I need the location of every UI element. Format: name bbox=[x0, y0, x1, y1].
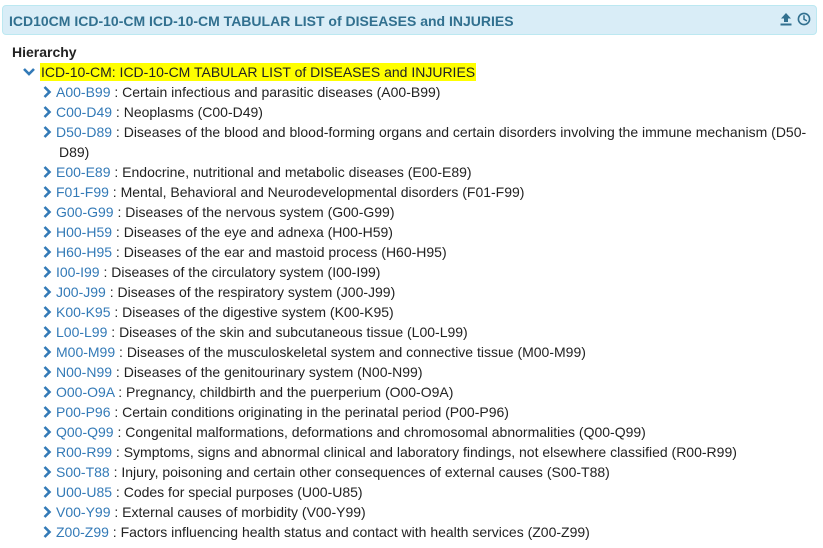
chevron-right-icon[interactable] bbox=[42, 106, 52, 118]
code-link[interactable]: U00-U85 bbox=[56, 484, 113, 500]
separator: : bbox=[107, 324, 120, 340]
chevron-right-icon[interactable] bbox=[42, 326, 52, 338]
code-description: Pregnancy, childbirth and the puerperium (O00-O9A) bbox=[126, 384, 454, 400]
code-link[interactable]: Z00-Z99 bbox=[56, 524, 109, 540]
code-link[interactable]: S00-T88 bbox=[56, 464, 110, 480]
code-link[interactable]: H60-H95 bbox=[56, 244, 113, 260]
code-link[interactable]: A00-B99 bbox=[56, 84, 111, 100]
upload-icon[interactable] bbox=[779, 12, 793, 26]
chevron-right-icon[interactable] bbox=[42, 246, 52, 258]
code-link[interactable]: F01-F99 bbox=[56, 184, 109, 200]
chevron-right-icon[interactable] bbox=[42, 506, 52, 518]
chevron-right-icon[interactable] bbox=[42, 306, 52, 318]
tree-node-h00-h59 bbox=[0, 222, 823, 242]
code-description: Symptoms, signs and abnormal clinical and laboratory findings, not elsewhere classified (R00-R99) bbox=[123, 444, 737, 460]
chevron-right-icon[interactable] bbox=[42, 486, 52, 498]
separator: : bbox=[99, 264, 112, 280]
code-description: Certain infectious and parasitic diseases (A00-B99) bbox=[122, 84, 441, 100]
code-description: Injury, poisoning and certain other consequences of external causes (S00-T88) bbox=[121, 464, 610, 480]
code-link[interactable]: V00-Y99 bbox=[56, 504, 111, 520]
separator: : bbox=[110, 164, 123, 180]
code-description: Endocrine, nutritional and metabolic diseases (E00-E89) bbox=[122, 164, 472, 180]
code-description: Congenital malformations, deformations and chromosomal abnormalities (Q00-Q99) bbox=[125, 424, 646, 440]
separator: : bbox=[115, 344, 127, 360]
code-link[interactable]: G00-G99 bbox=[56, 204, 114, 220]
tree-node-h60-h95 bbox=[0, 242, 823, 262]
code-description: Mental, Behavioral and Neurodevelopmental disorders (F01-F99) bbox=[120, 184, 525, 200]
code-link[interactable]: D50-D89 bbox=[56, 124, 113, 140]
separator: : bbox=[110, 404, 123, 420]
tree-node-p00-p96 bbox=[0, 402, 823, 422]
separator: : bbox=[112, 364, 124, 380]
next-section-heading-cutoff bbox=[30, 543, 70, 548]
tree-node-s00-t88 bbox=[0, 462, 823, 482]
tree-node-j00-j99 bbox=[0, 282, 823, 302]
code-description: Diseases of the circulatory system (I00-I99) bbox=[111, 264, 381, 280]
tree-node-n00-n99 bbox=[0, 362, 823, 382]
chevron-right-icon[interactable] bbox=[42, 386, 52, 398]
separator: : bbox=[110, 84, 123, 100]
code-description: Diseases of the nervous system (G00-G99) bbox=[125, 204, 395, 220]
code-description: Diseases of the respiratory system (J00-J99) bbox=[117, 284, 396, 300]
separator: : bbox=[112, 104, 124, 120]
tree-node-o00-o9a bbox=[0, 382, 823, 402]
code-link[interactable]: R00-R99 bbox=[56, 444, 113, 460]
separator: : bbox=[112, 444, 124, 460]
code-description: Diseases of the blood and blood-forming organs and certain disorders involving the immune mechanism (D50-D89) bbox=[59, 124, 807, 160]
tree-node-l00-l99 bbox=[0, 322, 823, 342]
code-link[interactable]: O00-O9A bbox=[56, 384, 115, 400]
code-description: Certain conditions originating in the perinatal period (P00-P96) bbox=[122, 404, 509, 420]
code-description: Diseases of the ear and mastoid process (H60-H95) bbox=[123, 244, 447, 260]
chevron-right-icon[interactable] bbox=[42, 266, 52, 278]
code-link[interactable]: J00-J99 bbox=[56, 284, 106, 300]
code-description: Codes for special purposes (U00-U85) bbox=[123, 484, 363, 500]
chevron-right-icon[interactable] bbox=[42, 466, 52, 478]
separator: : bbox=[112, 244, 124, 260]
code-description: Neoplasms (C00-D49) bbox=[123, 104, 263, 120]
separator: : bbox=[112, 224, 124, 240]
tree-node-c00-d49 bbox=[0, 102, 823, 122]
tree-node-g00-g99 bbox=[0, 202, 823, 222]
code-link[interactable]: I00-I99 bbox=[56, 264, 100, 280]
tree-node-f01-f99 bbox=[0, 182, 823, 202]
tree-node-a00-b99 bbox=[0, 82, 823, 102]
tree-node-r00-r99 bbox=[0, 442, 823, 462]
separator: : bbox=[112, 484, 124, 500]
tree-node-z00-z99 bbox=[0, 522, 823, 542]
separator: : bbox=[109, 464, 122, 480]
code-description: Diseases of the genitourinary system (N00-N99) bbox=[123, 364, 423, 380]
history-clock-icon[interactable] bbox=[797, 12, 811, 26]
code-description: Diseases of the digestive system (K00-K95) bbox=[122, 304, 394, 320]
header-actions bbox=[779, 12, 811, 26]
code-link[interactable]: N00-N99 bbox=[56, 364, 113, 380]
code-link[interactable]: E00-E89 bbox=[56, 164, 111, 180]
separator: : bbox=[110, 304, 123, 320]
tree-node-k00-k95 bbox=[0, 302, 823, 322]
code-link[interactable]: H00-H59 bbox=[56, 224, 113, 240]
separator: : bbox=[112, 124, 124, 140]
separator: : bbox=[108, 524, 121, 540]
tree-node-m00-m99 bbox=[0, 342, 823, 362]
hierarchy-tree bbox=[0, 62, 823, 542]
tree-node-e00-e89 bbox=[0, 162, 823, 182]
code-description: Diseases of the eye and adnexa (H00-H59) bbox=[123, 224, 393, 240]
panel-header bbox=[2, 5, 817, 35]
tree-node-v00-y99 bbox=[0, 502, 823, 522]
chevron-right-icon[interactable] bbox=[42, 126, 52, 138]
chevron-right-icon[interactable] bbox=[42, 206, 52, 218]
chevron-right-icon[interactable] bbox=[42, 366, 52, 378]
chevron-right-icon[interactable] bbox=[42, 86, 52, 98]
chevron-right-icon[interactable] bbox=[42, 346, 52, 358]
code-link[interactable]: L00-L99 bbox=[56, 324, 108, 340]
separator: : bbox=[114, 384, 127, 400]
code-link[interactable]: M00-M99 bbox=[56, 344, 116, 360]
tree-root bbox=[0, 62, 823, 82]
hierarchy-heading: Hierarchy bbox=[12, 44, 77, 60]
chevron-right-icon[interactable] bbox=[42, 286, 52, 298]
chevron-right-icon[interactable] bbox=[42, 226, 52, 238]
code-description: Diseases of the skin and subcutaneous tissue (L00-L99) bbox=[119, 324, 468, 340]
chevron-right-icon[interactable] bbox=[42, 446, 52, 458]
tree-children bbox=[0, 82, 823, 542]
tree-node-q00-q99 bbox=[0, 422, 823, 442]
separator: : bbox=[113, 424, 126, 440]
separator: : bbox=[110, 504, 123, 520]
code-description: External causes of morbidity (V00-Y99) bbox=[122, 504, 366, 520]
code-description: Diseases of the musculoskeletal system and connective tissue (M00-M99) bbox=[126, 344, 586, 360]
chevron-down-icon[interactable] bbox=[23, 67, 35, 77]
code-link[interactable]: Q00-Q99 bbox=[56, 424, 114, 440]
chevron-right-icon[interactable] bbox=[42, 526, 52, 538]
separator: : bbox=[113, 204, 126, 220]
code-description: Factors influencing health status and contact with health services (Z00-Z99) bbox=[120, 524, 590, 540]
tree-root-label[interactable]: ICD-10-CM: ICD-10-CM TABULAR LIST of DISEASES and INJURIES bbox=[41, 64, 476, 80]
tree-node-u00-u85 bbox=[0, 482, 823, 502]
separator: : bbox=[105, 284, 118, 300]
code-link[interactable]: C00-D49 bbox=[56, 104, 113, 120]
separator: : bbox=[108, 184, 121, 200]
chevron-right-icon[interactable] bbox=[42, 166, 52, 178]
page-title: ICD10CM ICD-10-CM ICD-10-CM TABULAR LIST of DISEASES and INJURIES bbox=[9, 13, 514, 29]
tree-node-d50-d89 bbox=[0, 122, 823, 162]
chevron-right-icon[interactable] bbox=[42, 426, 52, 438]
chevron-right-icon[interactable] bbox=[42, 186, 52, 198]
code-link[interactable]: K00-K95 bbox=[56, 304, 111, 320]
tree-node-i00-i99 bbox=[0, 262, 823, 282]
code-link[interactable]: P00-P96 bbox=[56, 404, 111, 420]
chevron-right-icon[interactable] bbox=[42, 406, 52, 418]
